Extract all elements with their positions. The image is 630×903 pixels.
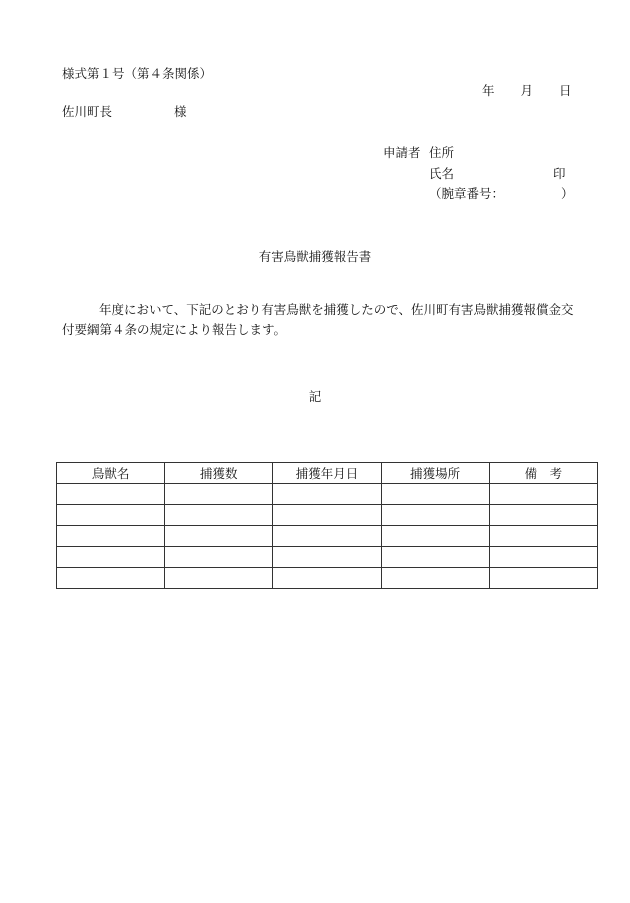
table-row bbox=[57, 547, 598, 568]
table-cell[interactable] bbox=[489, 484, 597, 505]
header-count: 捕獲数 bbox=[165, 463, 273, 484]
date-day-label: 日 bbox=[559, 83, 572, 98]
table-cell[interactable] bbox=[57, 547, 165, 568]
table-cell[interactable] bbox=[489, 547, 597, 568]
header-date: 捕獲年月日 bbox=[273, 463, 381, 484]
header-location: 捕獲場所 bbox=[381, 463, 489, 484]
table-cell[interactable] bbox=[381, 526, 489, 547]
document-title: 有害鳥獣捕獲報告書 bbox=[258, 249, 372, 264]
applicant-name-label: 氏名 bbox=[429, 166, 455, 181]
table-row bbox=[57, 526, 598, 547]
date-year-label: 年 bbox=[482, 83, 495, 98]
table-cell[interactable] bbox=[57, 568, 165, 589]
seal-label: 印 bbox=[553, 166, 566, 181]
table-cell[interactable] bbox=[273, 547, 381, 568]
table-cell[interactable] bbox=[273, 568, 381, 589]
table-cell[interactable] bbox=[165, 526, 273, 547]
table-row bbox=[57, 505, 598, 526]
header-species: 鳥獣名 bbox=[57, 463, 165, 484]
table-cell[interactable] bbox=[489, 505, 597, 526]
capture-report-table bbox=[56, 462, 598, 589]
table-cell[interactable] bbox=[165, 484, 273, 505]
date-line bbox=[482, 81, 572, 99]
table-cell[interactable] bbox=[273, 505, 381, 526]
applicant-address-label: 住所 bbox=[429, 145, 455, 160]
header-remarks: 備 考 bbox=[489, 463, 597, 484]
table-cell[interactable] bbox=[381, 505, 489, 526]
table-cell[interactable] bbox=[381, 484, 489, 505]
table-cell[interactable] bbox=[381, 568, 489, 589]
addressee-name: 佐川町長 bbox=[62, 104, 113, 119]
applicant-label: 申請者 bbox=[383, 145, 421, 160]
table-cell[interactable] bbox=[273, 526, 381, 547]
date-month-label: 月 bbox=[520, 83, 534, 98]
addressee-honorific: 様 bbox=[174, 104, 187, 119]
table-cell[interactable] bbox=[273, 484, 381, 505]
form-number: 様式第１号（第４条関係） bbox=[62, 66, 213, 81]
ki-heading: 記 bbox=[308, 389, 322, 404]
table-row bbox=[57, 484, 598, 505]
table-cell[interactable] bbox=[57, 484, 165, 505]
addressee bbox=[62, 102, 187, 120]
table-cell[interactable] bbox=[381, 547, 489, 568]
table-cell[interactable] bbox=[165, 505, 273, 526]
body-text: 年度において、下記のとおり有害鳥獣を捕獲したので、佐川町有害鳥獣捕獲報償金交付要綱第４条の規定により報告します。 bbox=[62, 302, 574, 337]
table-cell[interactable] bbox=[165, 568, 273, 589]
table-cell[interactable] bbox=[489, 568, 597, 589]
armband-number-label: （腕章番号： bbox=[429, 186, 505, 201]
table-cell[interactable] bbox=[57, 526, 165, 547]
armband-number-close: ） bbox=[561, 186, 574, 201]
table-row bbox=[57, 568, 598, 589]
table-cell[interactable] bbox=[165, 547, 273, 568]
table-cell[interactable] bbox=[57, 505, 165, 526]
table-header-row bbox=[57, 463, 598, 484]
table-cell[interactable] bbox=[489, 526, 597, 547]
